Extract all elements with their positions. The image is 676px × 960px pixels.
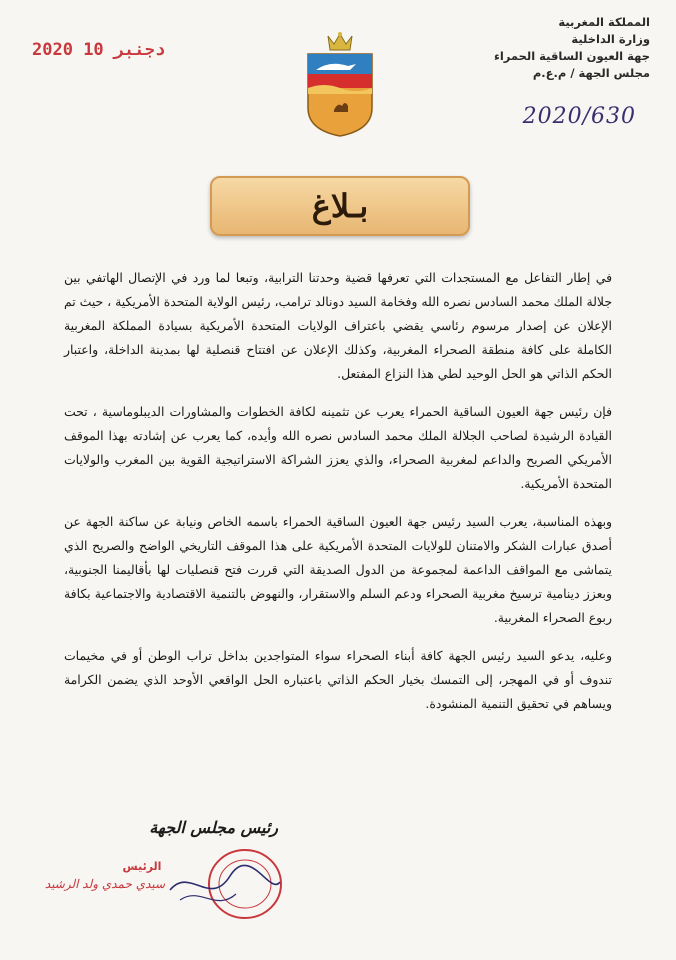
signature-label: الرئيس xyxy=(122,860,162,873)
letterhead-line: المملكة المغربية xyxy=(558,15,650,29)
announcement-title: بـلاغ xyxy=(311,187,369,225)
announcement-body xyxy=(64,266,612,730)
letterhead-line: وزارة الداخلية xyxy=(571,32,650,46)
letterhead-line: جهة العيون الساقية الحمراء xyxy=(493,49,650,63)
body-paragraph: في إطار التفاعل مع المستجدات التي تعرفها قضية وحدتنا الترابية، وتبعا لما ورد في الإتصال الهاتفي بين جلالة الملك محمد السادس نصره الله وفخامة السيد دونالد ترامب، رئيس الولاية المتحدة الأمريكية ، حيث تم الإعلان عن إصدار مرسوم رئاسي يقضي باعتراف الولايات المتحدة الأمريكية بسيادة المملكة المغربية الكاملة على كافة منطقة الصحراء المغربية، وكذلك الإعلان عن افتتاح قنصلية لها بمدينة الداخلة، واعتبار الحكم الذاتي هو الحل الوحيد لطي هذا النزاع المفتعل. xyxy=(64,270,612,381)
body-paragraph: وبهذه المناسبة، يعرب السيد رئيس جهة العيون الساقية الحمراء باسمه الخاص ونيابة عن ساكنة الجهة عن أصدق عبارات الشكر والامتنان للولايات المتحدة الأمريكية على هذا الموقف التاريخي الواضح والصريح الذي يتماشى مع المواقف الداعمة لمجموعة من الدول الصديقة التي قررت فتح قنصليات لها بأقاليمنا الجنوبية، وبعزز دينامية ترسيخ مغربية الصحراء ودعم السلم والاستقرار، والنهوض بالتنمية الاقتصادية والاجتماعية بكافة ربوع الصحراء المغربية. xyxy=(64,514,612,625)
reference-number: 2020/630 xyxy=(522,104,636,129)
region-emblem xyxy=(298,30,382,140)
body-paragraph: فإن رئيس جهة العيون الساقية الحمراء يعرب عن تثمينه لكافة الخطوات والمشاورات الديبلوماسية ، تحت القيادة الرشيدة لصاحب الجلالة الملك محمد السادس نصره الله وأيده، كما يعرب عن إشادته بهذا الموقف الأمريكي الصريح والداعم لمغربية الصحراء، والذي يعزز الشراكة الاستراتيجية القوية بين المغرب والولايات المتحدة الأمريكية. xyxy=(64,404,612,491)
crown-icon xyxy=(328,32,352,50)
letterhead-line: مجلس الجهة / م.ع.م xyxy=(532,66,650,80)
signatory-title: رئيس مجلس الجهة xyxy=(149,818,278,837)
body-paragraph: وعليه، يدعو السيد رئيس الجهة كافة أبناء الصحراء سواء المتواجدين بداخل تراب الوطن أو في مخيمات تندوف أو في المهجر، إلى التمسك بخيار الحكم الذاتي باعتباره الحل الواقعي الأوحد الذي يضمن الكرامة ويساهم في تحقيق التنمية المنشودة. xyxy=(64,648,612,711)
date-stamp: 2020 دجنبر 10 xyxy=(32,40,166,60)
announcement-title-box xyxy=(210,176,470,236)
letterhead xyxy=(450,14,650,82)
signature-name: سيدي حمدي ولد الرشيد xyxy=(44,877,166,891)
